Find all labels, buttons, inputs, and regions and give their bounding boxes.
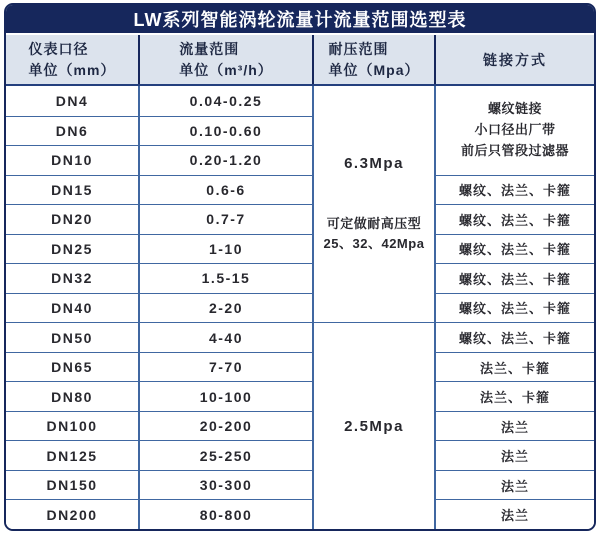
- dn-cell: DN100: [6, 411, 138, 441]
- table-title: LW系列智能涡轮流量计流量范围选型表: [6, 5, 594, 35]
- dn-cell: DN15: [6, 175, 138, 205]
- header-connection-text: 链接方式: [483, 51, 547, 68]
- dn-cell: DN150: [6, 470, 138, 500]
- selection-table: [4, 3, 596, 531]
- dn-cell: DN50: [6, 322, 138, 352]
- connection-cell: 法兰、卡箍: [434, 381, 594, 411]
- pressure-low-cell: [312, 322, 434, 529]
- flow-cell: 20-200: [138, 411, 312, 441]
- connection-cell: 法兰: [434, 499, 594, 529]
- connection-cell: 法兰: [434, 440, 594, 470]
- flow-cell: 25-250: [138, 440, 312, 470]
- connection-cell: 螺纹、法兰、卡箍: [434, 204, 594, 234]
- connection-cell: 螺纹、法兰、卡箍: [434, 263, 594, 293]
- header-cell-connection: [434, 35, 594, 84]
- flow-cell: 0.7-7: [138, 204, 312, 234]
- flow-cell: 0.6-6: [138, 175, 312, 205]
- header-cell-flow-range: [138, 35, 312, 84]
- flow-cell: 4-40: [138, 322, 312, 352]
- pressure-low-value: 2.5Mpa: [344, 417, 404, 435]
- flow-cell: 0.20-1.20: [138, 145, 312, 175]
- header-flow-range-text: 流量范围 单位（m³/h）: [179, 40, 273, 78]
- connection-cell: 法兰: [434, 411, 594, 441]
- dn-cell: DN6: [6, 116, 138, 146]
- dn-cell: DN4: [55, 92, 89, 109]
- connection-cell: 螺纹、法兰、卡箍: [434, 175, 594, 205]
- dn-cell: DN10: [6, 145, 138, 175]
- connection-cell: 法兰、卡箍: [434, 352, 594, 382]
- dn-cell: DN25: [6, 234, 138, 264]
- header-cell-pressure-range: [312, 35, 434, 84]
- pressure-high-note: 可定做耐高压型 25、32、42Mpa: [323, 216, 425, 251]
- flow-cell: 80-800: [138, 499, 312, 529]
- flow-cell: 30-300: [138, 470, 312, 500]
- table-header-row: [6, 35, 594, 86]
- table-body: [6, 86, 594, 529]
- header-diameter-text: 仪表口径 单位（mm）: [28, 40, 116, 78]
- dn-cell: DN200: [6, 499, 138, 529]
- dn-cell: DN40: [6, 293, 138, 323]
- connection-cell: 螺纹、法兰、卡箍: [434, 322, 594, 352]
- header-cell-diameter: [6, 35, 138, 84]
- header-pressure-range-text: 耐压范围 单位（Mpa）: [328, 40, 420, 78]
- connection-cell: 法兰: [434, 470, 594, 500]
- dn-cell: DN125: [6, 440, 138, 470]
- flow-cell: 7-70: [138, 352, 312, 382]
- dn-cell: DN65: [6, 352, 138, 382]
- connection-small-bore-text: 螺纹链接 小口径出厂带 前后只管段过滤器: [460, 101, 569, 158]
- flow-cell: 1-10: [138, 234, 312, 264]
- connection-cell: 螺纹、法兰、卡箍: [434, 234, 594, 264]
- dn-cell: DN80: [6, 381, 138, 411]
- flow-cell: 1.5-15: [138, 263, 312, 293]
- flow-cell: 2-20: [138, 293, 312, 323]
- flow-cell: 0.04-0.25: [138, 86, 312, 116]
- connection-small-bore-cell: [434, 86, 594, 175]
- dn-cell: DN32: [6, 263, 138, 293]
- flow-cell: 0.10-0.60: [138, 116, 312, 146]
- dn-cell: DN20: [6, 204, 138, 234]
- flow-cell: 10-100: [138, 381, 312, 411]
- connection-cell: 螺纹、法兰、卡箍: [434, 293, 594, 323]
- pressure-high-value: 6.3Mpa: [344, 155, 404, 173]
- pressure-high-cell: [312, 86, 434, 322]
